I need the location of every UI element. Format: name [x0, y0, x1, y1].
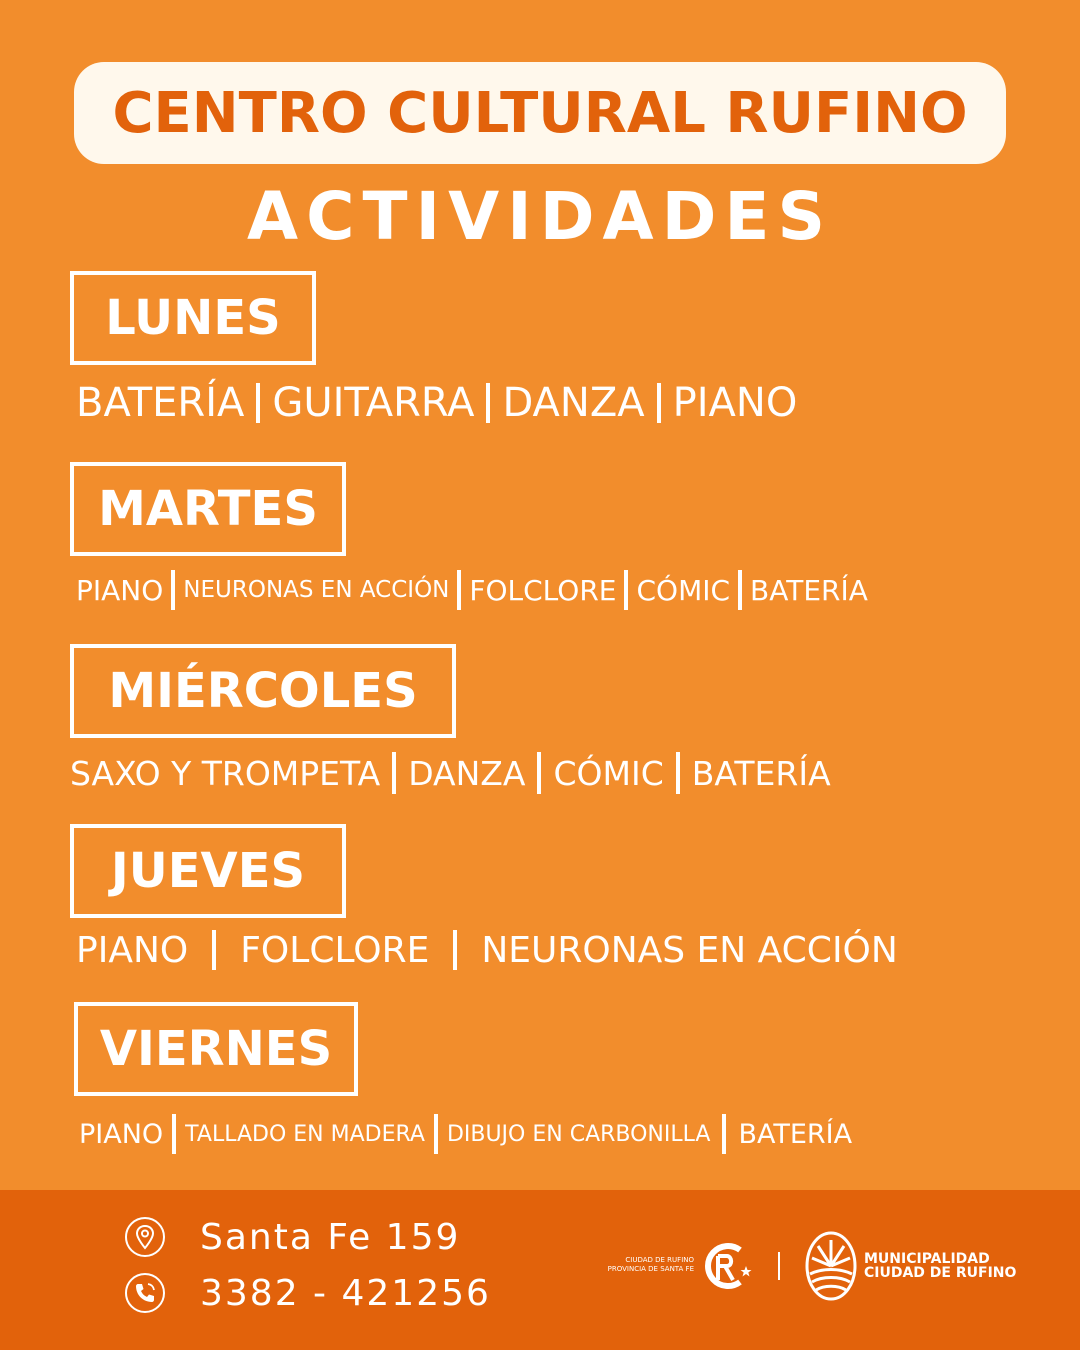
day-label: LUNES [105, 290, 281, 346]
separator [486, 383, 490, 423]
location-pin-icon [124, 1216, 166, 1258]
activity-item: DIBUJO EN CARBONILLA [446, 1121, 711, 1147]
activity-item: FOLCLORE [240, 929, 430, 971]
activity-item: PIANO [76, 573, 164, 607]
municipality-logo-icon [804, 1230, 858, 1302]
activity-item: PIANO [672, 380, 798, 426]
municipality-logo-text [864, 1252, 1016, 1280]
city-logo-line1: CIUDAD DE RUFINO [625, 1256, 694, 1264]
activity-list-viernes [79, 1112, 852, 1156]
activity-item: BATERÍA [76, 380, 245, 426]
activity-item: FOLCLORE [469, 573, 617, 607]
day-heading-jueves [70, 824, 346, 918]
phone-icon [124, 1272, 166, 1314]
activity-item: GUITARRA [272, 380, 475, 426]
city-logo-icon [700, 1240, 752, 1292]
city-logo-line2: PROVINCIA DE SANTA FE [607, 1265, 694, 1273]
day-label: MIÉRCOLES [108, 663, 418, 719]
title-banner [74, 62, 1006, 164]
phone-row [124, 1272, 491, 1314]
activity-item: SAXO Y TROMPETA [70, 753, 381, 793]
municipality-logo-line1: MUNICIPALIDAD [864, 1251, 990, 1267]
activity-list-miercoles [70, 750, 831, 796]
page-subtitle: ACTIVIDADES [247, 178, 833, 255]
day-heading-miercoles [70, 644, 456, 738]
footer-bar [0, 1190, 1080, 1350]
separator [212, 930, 216, 970]
municipality-logo-line2: CIUDAD DE RUFINO [864, 1265, 1017, 1281]
activity-list-jueves [76, 927, 898, 973]
activity-item: CÓMIC [553, 753, 664, 793]
phone-text: 3382 - 421256 [200, 1272, 491, 1314]
separator [256, 383, 260, 423]
separator [676, 752, 680, 794]
day-heading-viernes [74, 1002, 358, 1096]
separator [453, 930, 457, 970]
separator [434, 1114, 438, 1154]
separator [657, 383, 661, 423]
activity-list-lunes [76, 380, 797, 426]
activity-item: BATERÍA [738, 1118, 853, 1150]
activity-item: PIANO [76, 929, 189, 971]
activity-item: BATERÍA [750, 573, 868, 607]
day-label: VIERNES [99, 1021, 333, 1077]
activity-item: PIANO [79, 1118, 164, 1150]
address-row [124, 1216, 460, 1258]
logo-divider [778, 1252, 780, 1280]
activity-item: CÓMIC [636, 573, 731, 607]
day-label: JUEVES [110, 843, 306, 899]
activity-item: NEURONAS EN ACCIÓN [481, 929, 898, 971]
day-heading-martes [70, 462, 346, 556]
separator [537, 752, 541, 794]
day-heading-lunes [70, 271, 316, 365]
separator [457, 570, 461, 610]
activity-item: TALLADO EN MADERA [185, 1121, 425, 1147]
activity-item: BATERÍA [691, 753, 831, 793]
separator [722, 1114, 726, 1154]
address-text: Santa Fe 159 [200, 1216, 461, 1258]
activity-list-martes [76, 568, 868, 612]
separator [171, 570, 175, 610]
separator [624, 570, 628, 610]
page-title: CENTRO CULTURAL RUFINO [112, 80, 968, 146]
separator [738, 570, 742, 610]
separator [172, 1114, 176, 1154]
activity-item: DANZA [502, 380, 645, 426]
separator [392, 752, 396, 794]
activity-item: NEURONAS EN ACCIÓN [183, 577, 450, 603]
day-label: MARTES [98, 481, 318, 537]
activity-item: DANZA [408, 753, 526, 793]
city-logo-text [598, 1256, 694, 1274]
